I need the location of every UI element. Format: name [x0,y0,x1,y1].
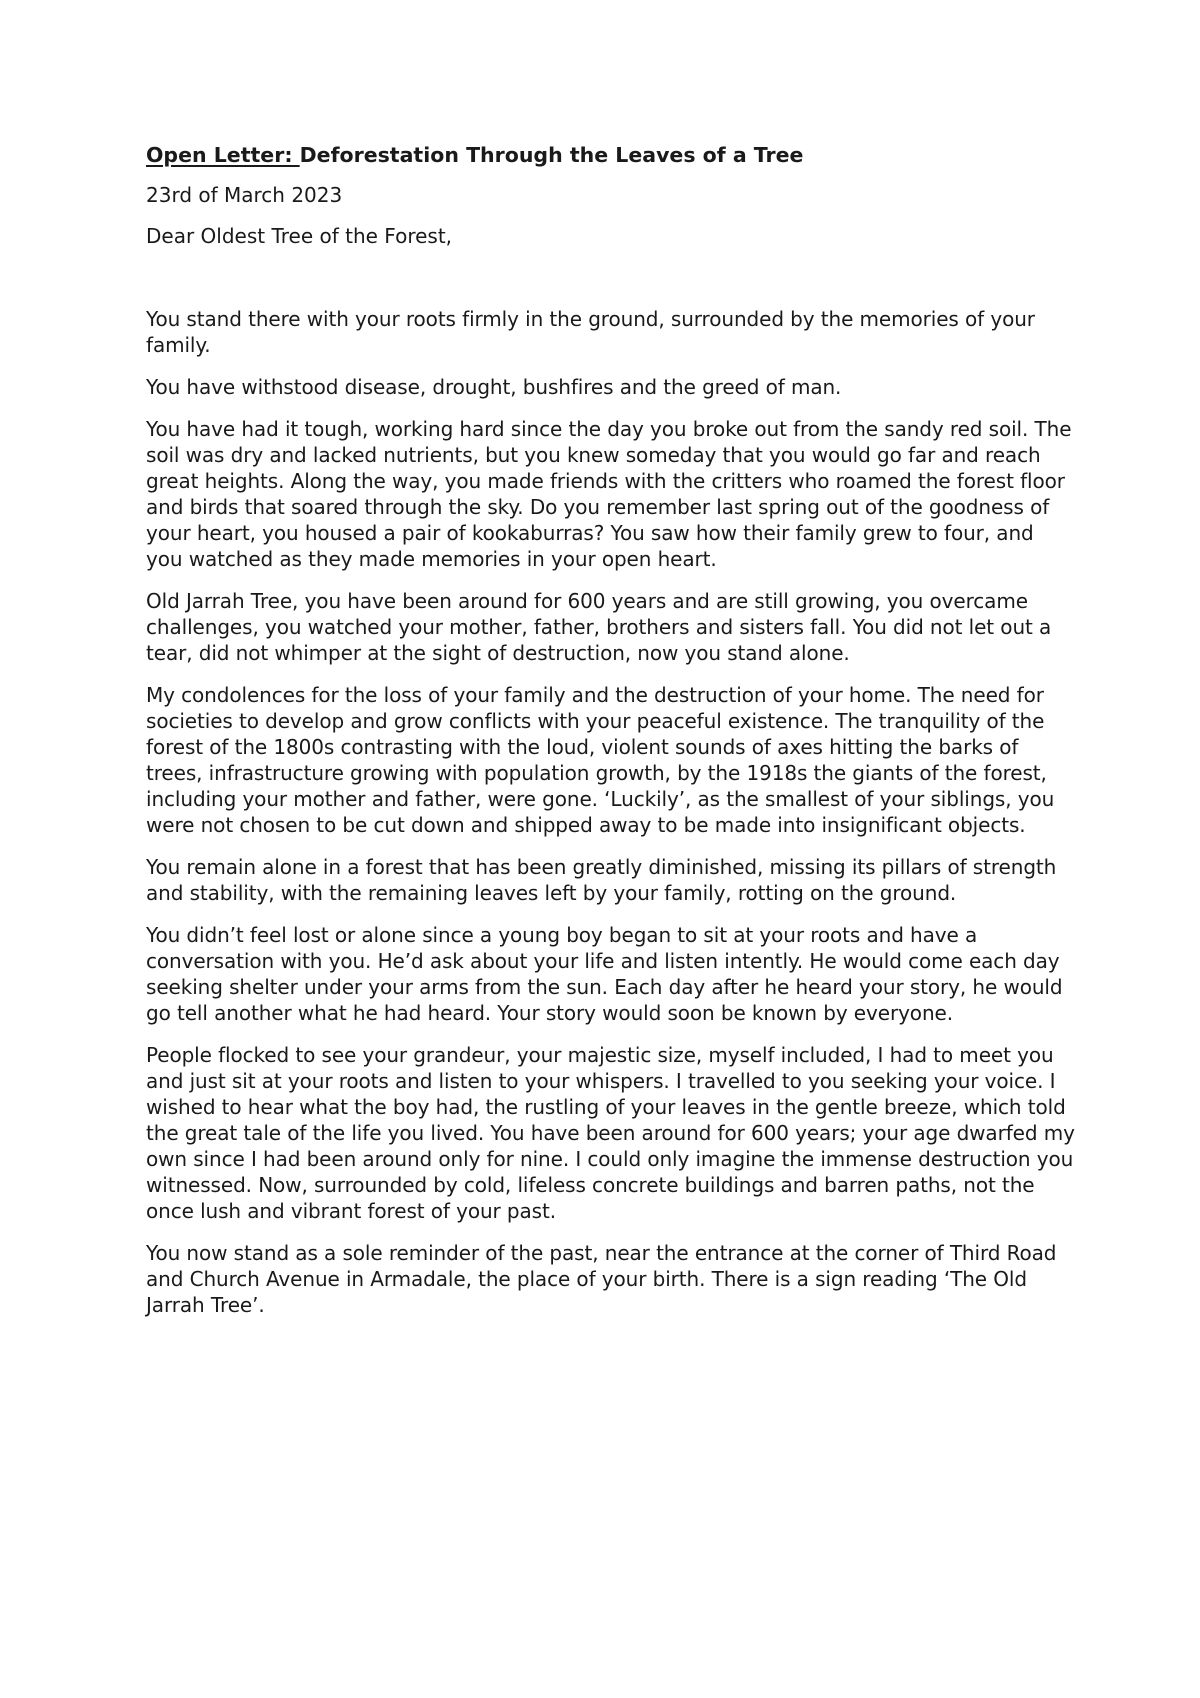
title-label: Open Letter: [146,143,300,167]
paragraph-5: My condolences for the loss of your family and the destruction of your home. The need for societies to develop and grow conflicts with your peaceful existence. The tranquility of the forest of the 1800s contrasting with the loud, violent sounds of axes hitting the barks of trees, infrastructure growing with population growth, by the 1918s the giants of the forest, including your mother and father, were gone. ‘Luckily’, as the smallest of your siblings, you were not chosen to be cut down and shipped away to be made into insignificant objects. [146,683,1055,837]
letter-date: 23rd of March 2023 [146,183,343,207]
paragraph-3: You have had it tough, working hard since the day you broke out from the sandy red soil. The soil was dry and lacked nutrients, but you knew someday that you would go far and reach great heights. Along the way, you made friends with the critters who roamed the forest floor and birds that soared through the sky. Do you remember last spring out of the goodness of your heart, you housed a pair of kookaburras? You saw how their family grew to four, and you watched as they made memories in your open heart. [146,417,1072,571]
letter-title [146,142,1076,168]
paragraph-2: You have withstood disease, drought, bushfires and the greed of man. [146,375,842,399]
paragraph-4: Old Jarrah Tree, you have been around for 600 years and are still growing, you overcame challenges, you watched your mother, father, brothers and sisters fall. You did not let out a tear, did not whimper at the sight of destruction, now you stand alone. [146,589,1052,665]
paragraph-6: You remain alone in a forest that has been greatly diminished, missing its pillars of strength and stability, with the remaining leaves left by your family, rotting on the ground. [146,855,1057,905]
letter-page [146,142,1076,1334]
paragraph-9: You now stand as a sole reminder of the past, near the entrance at the corner of Third Road and Church Avenue in Armadale, the place of your birth. There is a sign reading ‘The Old Jarrah Tree’. [146,1241,1057,1317]
title-text: Deforestation Through the Leaves of a Tree [299,143,804,167]
paragraph-1: You stand there with your roots firmly in the ground, surrounded by the memories of your family. [146,307,1035,357]
paragraph-8: People flocked to see your grandeur, your majestic size, myself included, I had to meet you and just sit at your roots and listen to your whispers. I travelled to you seeking your voice. I wished to hear what the boy had, the rustling of your leaves in the gentle breeze, which told the great tale of the life you lived. You have been around for 600 years; your age dwarfed my own since I had been around only for nine. I could only imagine the immense destruction you witnessed. Now, surrounded by cold, lifeless concrete buildings and barren paths, not the once lush and vibrant forest of your past. [146,1043,1075,1223]
letter-salutation: Dear Oldest Tree of the Forest, [146,224,453,248]
paragraph-7: You didn’t feel lost or alone since a young boy began to sit at your roots and have a conversation with you. He’d ask about your life and listen intently. He would come each day seeking shelter under your arms from the sun. Each day after he heard your story, he would go tell another what he had heard. Your story would soon be known by everyone. [146,923,1063,1025]
